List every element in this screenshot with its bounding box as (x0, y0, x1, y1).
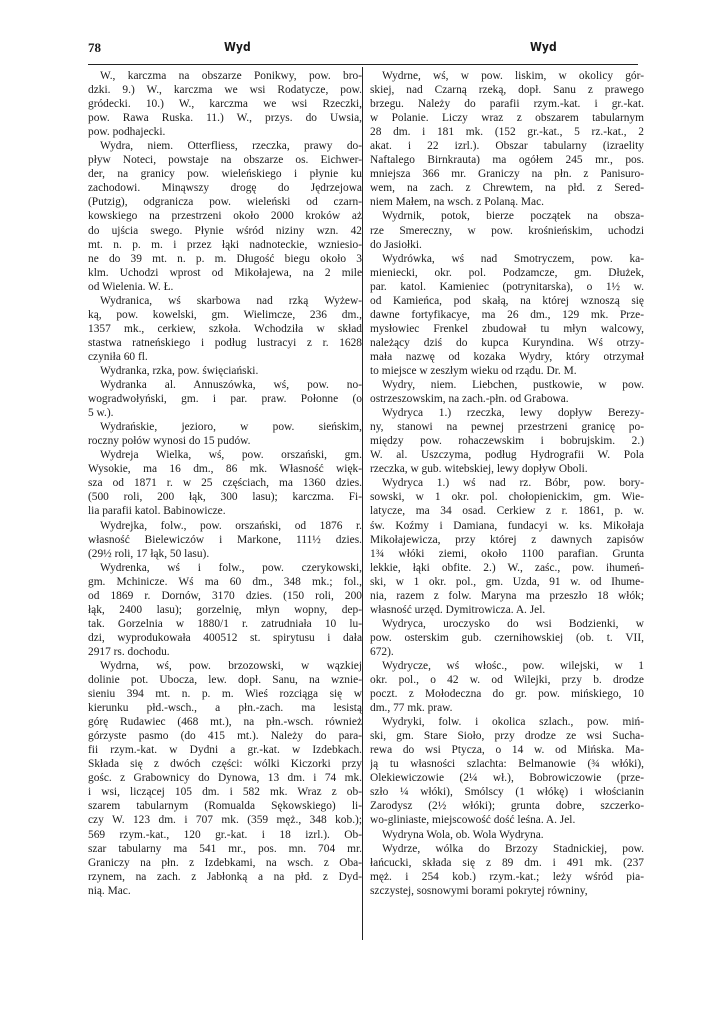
entry-line: W., karczma na obszarze Ponikwy, pow. bro- (100, 70, 362, 82)
entry-line: Wydranka al. Annuszówka, wś, pow. no- (100, 379, 362, 392)
entry-line: pow. osterskim gub. czernihowskiej (ob. t. VII, (370, 631, 644, 644)
entry-line: ski, gm. Stare Sioło, przy drodze ze wsi Sucha- (370, 730, 644, 743)
entry-line: rzynem, na zach. z Jabłonką a na płd. z Dyd- (88, 870, 362, 883)
dictionary-entry (370, 715, 644, 827)
entry-line: klm. Uchodzi wprost od Mikołajewa, na 2 mile (88, 266, 362, 279)
dictionary-entry (88, 378, 362, 420)
entry-line: roczny połów wynosi do 15 pudów. (88, 435, 251, 448)
entry-line: Wydryca, uroczysko do wsi Bodzienki, w (382, 617, 644, 630)
entry-line: nia, razem z folw. Maryna ma przeszło 18 włók; (370, 589, 644, 602)
dictionary-entry (370, 842, 644, 898)
entry-line: rze Smereczny, w pow. krośnieńskim, uchodzi (370, 224, 644, 237)
entry-line: ką, pow. kowelski, gm. Wielimcze, 236 dm., (88, 308, 362, 321)
entry-line: szło ¼ włóki), Smólscy (1 włókę) i włościanin (370, 786, 644, 799)
entry-line: der, na granicy pow. wieleńskiego i płynie ku (88, 168, 362, 181)
dictionary-entry (370, 476, 644, 616)
entry-line: sieniu 394 mt. n. p. m. Wieś rozciąga się w (88, 688, 362, 701)
entry-line: od Kamieńca, pod skałą, na której wznoszą się (370, 294, 644, 307)
entry-line: Wydranka, rzka, pow. święciański. (100, 364, 259, 377)
dictionary-entry (88, 69, 362, 139)
dictionary-entry (370, 406, 644, 476)
entry-line: Wydrne, wś, w pow. liskim, w okolicy gór- (382, 70, 644, 82)
dictionary-entry (88, 420, 362, 448)
entry-line: par. katol. Kamieniec (potrynitarska), o 1½ w. (370, 280, 644, 293)
dictionary-entry (370, 828, 644, 842)
entry-line: Naftalego Birnkrauta) ma ogółem 245 mr., pos. (370, 154, 644, 167)
entry-line: męż. i 254 kob.) rzym.-kat.; leży wśród pia- (370, 870, 644, 883)
entry-line: sowski, w 1 okr. pol. chołopienickim, gm. Wie- (370, 491, 644, 504)
entry-line: dzki. 9.) W., karczma we wsi Rodatycze, pow. (88, 84, 362, 97)
entry-line: 1¾ włóki ziemi, około 1100 parafian. Grunta (370, 547, 644, 560)
dictionary-entry (88, 659, 362, 898)
entry-line: własność Bielewiczów i Markone, 111½ dzies. (88, 533, 362, 546)
entry-line: Wydrówka, wś nad Smotryczem, pow. ka- (382, 252, 644, 265)
entry-line: należący dziś do kupca Kuryndina. Wś otrzy- (370, 336, 644, 349)
entry-line: od Wielenia. W. Ł. (88, 280, 174, 293)
entry-line: czyniła 60 fl. (88, 350, 148, 363)
entry-line: Wydryna Wola, ob. Wola Wydryna. (382, 828, 544, 841)
entry-line: mieniecki, okr. pol. Podzamcze, gm. Dłużek, (370, 266, 644, 279)
entry-line: łańcucki, składa się z 89 dm. i 491 mk. (237 (370, 856, 644, 869)
entry-line: Wydreja Wielka, wś, pow. orszański, gm. (100, 449, 362, 462)
entry-line: Olekiewiczowie (2¼ wł.), Bobrowiczowie (prze- (370, 772, 644, 785)
entry-line: (29½ roli, 17 łąk, 50 lasu). (88, 547, 210, 560)
entry-line: górzyste pasmo (do 415 mt.). Należy do para- (88, 730, 362, 743)
entry-line: stastwa ratneńskiego i podług lustracyi z r. 1628 (88, 336, 362, 349)
entry-line: Wydrna, wś, pow. brzozowski, w wązkiej (100, 659, 362, 672)
header-rule (88, 64, 638, 65)
entry-line: ski, w 1 okr. pol., gm. Uzda, 91 w. od Ihume- (370, 575, 644, 588)
entry-line: mt. n. p. m. i przez łąki nadnoteckie, wzniesio- (88, 238, 362, 251)
entry-line: 5 w.). (88, 407, 114, 420)
entry-line: w Polanie. Liczy wraz z obszarem tabularnym (370, 112, 644, 125)
entry-line: poczt. z Mołodeczna do gr. pow. mińskiego, 10 (370, 688, 644, 701)
entry-line: zachodowi. Minąwszy drogę do Jędrzejowa (88, 182, 362, 195)
entry-line: Wysokie, ma 16 dm., 86 mk. Własność więk- (88, 463, 362, 476)
entry-line: Wydryca 1.) wś nad rz. Bóbr, pow. bory- (382, 477, 644, 490)
entry-line: lekkie, łąki obfite. 2.) W., zaśc., pow. ihumeń- (370, 561, 644, 574)
entry-line: mniejsza 366 mr. Graniczy na płn. z Panisuro- (370, 168, 644, 181)
dictionary-entry (370, 378, 644, 406)
entry-line: okr. pol., o 42 w. od Wilejki, przy b. drodze (370, 674, 644, 687)
entry-line: (500 roli, 200 łąk, 300 lasu); karczma. Fi- (88, 491, 362, 504)
entry-line: dzi, wyprodukowała 400512 st. spirytusu i dała (88, 631, 362, 644)
entry-line: dm., 77 mk. praw. (370, 702, 453, 715)
entry-line: pow. Rawa Ruska. 11.) W., przys. do Uwsia, (88, 112, 362, 125)
entry-line: brzegu. Należy do parafii rzym.-kat. i gr.-kat. (370, 98, 644, 111)
entry-line: 672). (370, 645, 394, 658)
dictionary-entry (88, 139, 362, 294)
running-head-left: Wyd (224, 40, 251, 54)
entry-line: latycze, ma 34 osad. Cerkiew z r. 1861, p. w. (370, 505, 644, 518)
entry-line: akat. i 22 izrl.). Obszar tabularny (izraelity (370, 140, 644, 153)
entry-line: Wydrejka, folw., pow. orszański, od 1876 r. (100, 519, 362, 532)
dictionary-entry (370, 209, 644, 251)
entry-line: Mikołajewicza, przy której z dawnych zapisów (370, 533, 644, 546)
entry-line: mała nazwę od kozaka Wydry, który otrzymał (370, 350, 644, 363)
entry-line: 1357 mk., cerkiew, szkoła. Wchodziła w skład (88, 322, 362, 335)
entry-line: Wydryca 1.) rzeczka, lewy dopływ Berezy- (382, 407, 644, 420)
entry-line: gośc. z Grabownicy do Dynowa, 13 dm. i 74 mk. (88, 772, 362, 785)
entry-line: od 1869 r. Dornów, 3170 dzies. (150 roli, 200 (88, 589, 362, 602)
entry-line: kowskiego na przestrzeni około 2000 kroków aż (88, 210, 362, 223)
entry-line: pływ Noteci, powstaje na obszarze os. Eichwer- (88, 154, 362, 167)
entry-line: wo-gliniaste, miejscowość dość leśna. A. Jel. (370, 814, 576, 827)
entry-line: dawne fortyfikacye, ma 26 dm., 129 mk. Prze- (370, 308, 644, 321)
dictionary-entry (88, 448, 362, 518)
entry-line: to miejsce w zeszłym wieku od rządu. Dr. M. (370, 364, 577, 377)
entry-line: szar tabularny ma 541 mr., pos. mn. 704 mr. (88, 842, 362, 855)
entry-line: (Putzig), odgranicza pow. wieleński od czarn- (88, 196, 362, 209)
entry-line: własność urzęd. Dymitrowicza. A. Jel. (370, 603, 546, 616)
entry-line: Graniczy na płn. z Izdebkami, na wsch. z Oba- (88, 856, 362, 869)
entry-line: górę Rudawiec (468 mt.), na płn.-wsch. również (88, 716, 362, 729)
entry-line: między pow. rohaczewskim i bobrujskim. 2.) (370, 435, 644, 448)
entry-line: rzeczka, w gub. witebskiej, lewy dopływ Oboli. (370, 463, 588, 476)
entry-line: Wydrańskie, jezioro, w pow. sieńskim, (100, 421, 362, 434)
entry-line: ostrzeszowskim, na zach.-płn. od Grabowa. (370, 393, 569, 406)
dictionary-entry (88, 519, 362, 561)
entry-line: i wsi, liczącej 105 dm. i 582 mk. Wraz z ob- (88, 786, 362, 799)
entry-line: Wydra, niem. Otterfliess, rzeczka, prawy do- (100, 140, 362, 153)
entry-line: ne do 39 mt. n. p. m. Długość biegu około 3 (88, 252, 362, 265)
entry-line: szarem tabularnym (Romualda Sękowskiego) li- (88, 800, 362, 813)
entry-line: ny, stanowi na pewnej przestrzeni granicę po- (370, 421, 644, 434)
entry-line: gródecki. 10.) W., karczma we wsi Rzeczki, (88, 98, 362, 111)
dictionary-entry (370, 659, 644, 715)
entry-line: W. al. Uszczyma, podług Hydrografii W. Pola (370, 449, 644, 462)
entry-line: Wydryki, folw. i okolica szlach., pow. miń- (382, 716, 644, 729)
entry-line: Wydrycze, wś włośc., pow. wilejski, w 1 (382, 659, 644, 672)
entry-line: dolinie pot. Ubocza, lew. dopł. Sanu, na wznie- (88, 674, 362, 687)
entry-line: skiej, nad Czarną rzeką, dopł. Sanu z prawego (370, 84, 644, 97)
entry-line: pow. podhajecki. (88, 126, 166, 139)
entry-line: do ujścia swego. Płynie wśród niziny wzn. 42 (88, 224, 362, 237)
entry-line: tak. Gorzelnia w 1880/1 r. zatrudniała 10 lu- (88, 617, 362, 630)
entry-line: mysłowiec Frenkel zbudował tu młyn walcowy, (370, 322, 644, 335)
entry-line: niem Małem, na wsch. z Polaną. Mac. (370, 196, 544, 209)
entry-line: 28 dm. i 181 mk. (152 gr.-kat., 5 rz.-kat., 2 (370, 126, 644, 139)
entry-line: lia parafii katol. Babinowicze. (88, 505, 226, 518)
entry-line: Wydranica, wś skarbowa nad rzką Wyżew- (100, 294, 362, 307)
entry-line: czy W. 123 dm. i 707 mk. (359 męż., 348 kob.); (88, 814, 362, 827)
entry-line: sza od 1871 r. w 25 częściach, ma 1360 dzies. (88, 477, 362, 490)
entry-line: fii rzym.-kat. w Dydni a gr.-kat. w Izdebkach. (88, 744, 362, 757)
column-divider (362, 67, 363, 940)
entry-line: szczystej, sosnowymi borami pokrytej równiny, (370, 884, 588, 897)
entry-line: Wydrnik, potok, bierze początek na obsza- (382, 210, 644, 223)
dictionary-entry (88, 294, 362, 364)
right-column (370, 69, 644, 898)
entry-line: łąk, 2400 lasu); gorzelnię, młyn wopny, dep- (88, 603, 362, 616)
entry-line: gm. Mchinicze. Wś ma 60 dm., 348 mk.; fol., (88, 575, 362, 588)
dictionary-entry (370, 617, 644, 659)
entry-line: ją tu własności szlachta: Belmanowie (¾ włóki), (370, 758, 644, 771)
entry-line: Wydry, niem. Liebchen, pustkowie, w pow. (382, 379, 644, 392)
entry-line: Zarodysz (2½ włóki); grunta dobre, szczerko- (370, 800, 644, 813)
page-number: 78 (88, 40, 101, 55)
entry-line: Wydrenka, wś i folw., pow. czerykowski, (100, 561, 362, 574)
running-head-right: Wyd (530, 40, 557, 54)
entry-line: Składa się z dwóch części: wólki Kiczorki przy (88, 758, 362, 771)
entry-line: wem, na zach. z Chrewtem, na płd. z Sered- (370, 182, 644, 195)
dictionary-entry (88, 364, 362, 378)
entry-line: św. Koźmy i Damiana, fundacyi w. ks. Mikołaja (370, 519, 644, 532)
entry-line: do Jasiołki. (370, 238, 422, 251)
entry-line: wogradwołyński, gm. i par. praw. Połonne (o (88, 393, 362, 406)
entry-line: 569 rzym.-kat., 120 gr.-kat. i 18 izrl.). Ob- (88, 828, 362, 841)
entry-line: nią. Mac. (88, 884, 131, 897)
entry-line: Wydrze, wólka do Brzozy Stadnickiej, pow. (382, 842, 644, 855)
dictionary-entry (370, 252, 644, 378)
entry-line: kierunku płd.-wsch., a płn.-zach. ma lesistą (88, 702, 362, 715)
entry-line: rewa do wsi Ptycza, o 14 w. od Mińska. Ma- (370, 744, 644, 757)
entry-line: 2917 rs. dochodu. (88, 645, 170, 658)
dictionary-entry (370, 69, 644, 209)
left-column (88, 69, 362, 898)
dictionary-entry (88, 561, 362, 659)
